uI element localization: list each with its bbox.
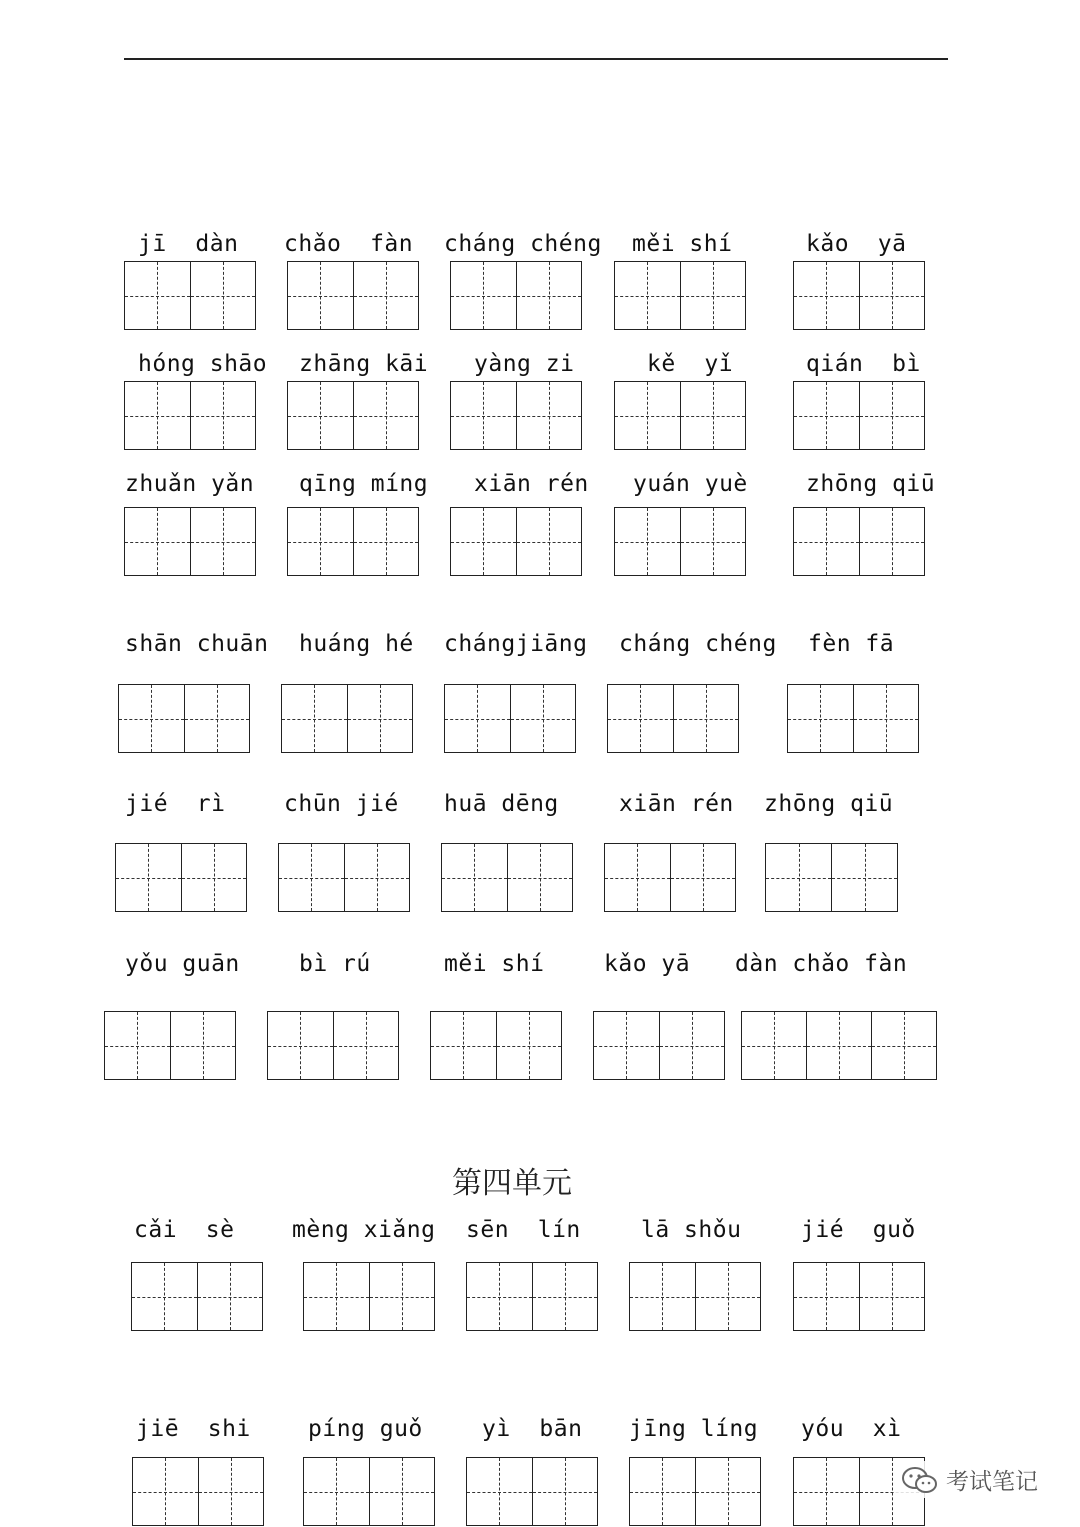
writing-cell[interactable] bbox=[369, 1263, 435, 1330]
writing-cell[interactable] bbox=[516, 382, 582, 449]
pinyin-label: jié guǒ bbox=[801, 1217, 916, 1243]
tianzige-box[interactable] bbox=[614, 507, 746, 576]
writing-cell[interactable] bbox=[431, 1012, 496, 1079]
writing-cell[interactable] bbox=[788, 685, 853, 752]
writing-cell[interactable] bbox=[680, 262, 746, 329]
pinyin-label: kě yǐ bbox=[647, 351, 734, 377]
pinyin-label: cǎi sè bbox=[134, 1217, 235, 1243]
tianzige-box[interactable] bbox=[793, 507, 925, 576]
writing-cell[interactable] bbox=[304, 1458, 369, 1525]
pinyin-label: jīng líng bbox=[629, 1416, 759, 1442]
tianzige-box[interactable] bbox=[131, 1262, 263, 1331]
writing-cell[interactable] bbox=[467, 1263, 532, 1330]
writing-cell[interactable] bbox=[496, 1012, 562, 1079]
pinyin-label: chǎo fàn bbox=[284, 231, 414, 257]
writing-cell[interactable] bbox=[659, 1012, 725, 1079]
pinyin-label: mèng xiǎng bbox=[292, 1217, 436, 1243]
tianzige-box[interactable] bbox=[466, 1457, 598, 1526]
pinyin-label: fèn fā bbox=[808, 631, 895, 657]
writing-cell[interactable] bbox=[794, 382, 859, 449]
writing-cell[interactable] bbox=[133, 1458, 198, 1525]
pinyin-label: qīng míng bbox=[299, 471, 429, 497]
pinyin-label: jī dàn bbox=[138, 231, 239, 257]
tianzige-box[interactable] bbox=[593, 1011, 725, 1080]
writing-cell[interactable] bbox=[794, 508, 859, 575]
writing-cell[interactable] bbox=[197, 1263, 263, 1330]
tianzige-box[interactable] bbox=[278, 843, 410, 912]
writing-cell[interactable] bbox=[119, 685, 184, 752]
tianzige-box[interactable] bbox=[741, 1011, 937, 1080]
pinyin-label: xiān rén bbox=[619, 791, 734, 817]
writing-cell[interactable] bbox=[353, 382, 419, 449]
pinyin-label: cháng chéng bbox=[444, 231, 602, 257]
writing-cell[interactable] bbox=[105, 1012, 170, 1079]
tianzige-box[interactable] bbox=[441, 843, 573, 912]
tianzige-box[interactable] bbox=[629, 1262, 761, 1331]
pinyin-label: zhāng kāi bbox=[299, 351, 429, 377]
pinyin-label: měi shí bbox=[632, 231, 733, 257]
writing-cell[interactable] bbox=[859, 508, 925, 575]
writing-cell[interactable] bbox=[181, 844, 247, 911]
writing-cell[interactable] bbox=[615, 262, 680, 329]
pinyin-label: huáng hé bbox=[299, 631, 414, 657]
writing-cell[interactable] bbox=[190, 262, 256, 329]
writing-cell[interactable] bbox=[184, 685, 250, 752]
tianzige-box[interactable] bbox=[303, 1457, 435, 1526]
writing-cell[interactable] bbox=[516, 262, 582, 329]
writing-cell[interactable] bbox=[353, 262, 419, 329]
writing-cell[interactable] bbox=[670, 844, 736, 911]
tianzige-box[interactable] bbox=[466, 1262, 598, 1331]
watermark bbox=[894, 1461, 1044, 1498]
writing-cell[interactable] bbox=[125, 382, 190, 449]
tianzige-box[interactable] bbox=[115, 843, 247, 912]
writing-cell[interactable] bbox=[532, 1263, 598, 1330]
writing-cell[interactable] bbox=[859, 382, 925, 449]
writing-cell[interactable] bbox=[853, 685, 919, 752]
pinyin-label: kǎo yā bbox=[604, 951, 691, 977]
tianzige-box[interactable] bbox=[614, 381, 746, 450]
pinyin-label: huā dēng bbox=[444, 791, 559, 817]
writing-cell[interactable] bbox=[673, 685, 739, 752]
writing-cell[interactable] bbox=[859, 262, 925, 329]
tianzige-box[interactable] bbox=[765, 843, 898, 912]
writing-cell[interactable] bbox=[288, 382, 353, 449]
writing-cell[interactable] bbox=[132, 1263, 197, 1330]
writing-cell[interactable] bbox=[347, 685, 413, 752]
writing-cell[interactable] bbox=[125, 508, 190, 575]
writing-cell[interactable] bbox=[198, 1458, 264, 1525]
writing-cell[interactable] bbox=[594, 1012, 659, 1079]
tianzige-box[interactable] bbox=[629, 1457, 761, 1526]
writing-cell[interactable] bbox=[794, 1458, 859, 1525]
writing-cell[interactable] bbox=[279, 844, 344, 911]
tianzige-box[interactable] bbox=[787, 684, 919, 753]
tianzige-box[interactable] bbox=[118, 684, 250, 753]
writing-cell[interactable] bbox=[831, 844, 897, 911]
pinyin-label: xiān rén bbox=[474, 471, 589, 497]
pinyin-label: jié rì bbox=[125, 791, 226, 817]
writing-cell[interactable] bbox=[353, 508, 419, 575]
writing-cell[interactable] bbox=[742, 1012, 806, 1079]
pinyin-label: chūn jié bbox=[284, 791, 399, 817]
pinyin-label: chángjiāng bbox=[444, 631, 588, 657]
tianzige-box[interactable] bbox=[104, 1011, 236, 1080]
tianzige-box[interactable] bbox=[450, 261, 582, 330]
writing-cell[interactable] bbox=[170, 1012, 236, 1079]
tianzige-box[interactable] bbox=[604, 843, 736, 912]
writing-cell[interactable] bbox=[680, 508, 746, 575]
writing-cell[interactable] bbox=[859, 1263, 925, 1330]
pinyin-label: shān chuān bbox=[125, 631, 269, 657]
writing-cell[interactable] bbox=[615, 508, 680, 575]
writing-cell[interactable] bbox=[695, 1263, 761, 1330]
writing-cell[interactable] bbox=[806, 1012, 871, 1079]
pinyin-label: yuán yuè bbox=[633, 471, 748, 497]
tianzige-box[interactable] bbox=[267, 1011, 399, 1080]
pinyin-label: yǒu guān bbox=[125, 951, 240, 977]
pinyin-label: sēn lín bbox=[466, 1217, 581, 1243]
tianzige-box[interactable] bbox=[287, 381, 419, 450]
writing-cell[interactable] bbox=[605, 844, 670, 911]
tianzige-box[interactable] bbox=[793, 261, 925, 330]
writing-cell[interactable] bbox=[615, 382, 680, 449]
writing-cell[interactable] bbox=[445, 685, 510, 752]
writing-cell[interactable] bbox=[695, 1458, 761, 1525]
tianzige-box[interactable] bbox=[444, 684, 576, 753]
writing-cell[interactable] bbox=[680, 382, 746, 449]
writing-cell[interactable] bbox=[871, 1012, 936, 1079]
tianzige-box[interactable] bbox=[793, 381, 925, 450]
pinyin-label: jiē shi bbox=[136, 1416, 251, 1442]
writing-cell[interactable] bbox=[116, 844, 181, 911]
writing-cell[interactable] bbox=[268, 1012, 333, 1079]
pinyin-label: yóu xì bbox=[801, 1416, 902, 1442]
pinyin-label: zhōng qiū bbox=[764, 791, 894, 817]
writing-cell[interactable] bbox=[451, 262, 516, 329]
writing-cell[interactable] bbox=[510, 685, 576, 752]
writing-cell[interactable] bbox=[369, 1458, 435, 1525]
pinyin-label: lā shǒu bbox=[641, 1217, 742, 1243]
writing-cell[interactable] bbox=[451, 508, 516, 575]
top-rule bbox=[124, 58, 948, 60]
pinyin-label: zhōng qiū bbox=[806, 471, 936, 497]
pinyin-label: měi shí bbox=[444, 951, 545, 977]
tianzige-box[interactable] bbox=[793, 1262, 925, 1331]
pinyin-label: zhuǎn yǎn bbox=[125, 471, 255, 497]
writing-cell[interactable] bbox=[344, 844, 410, 911]
tianzige-box[interactable] bbox=[124, 381, 256, 450]
writing-cell[interactable] bbox=[532, 1458, 598, 1525]
pinyin-label: yàng zi bbox=[474, 351, 575, 377]
tianzige-box[interactable] bbox=[124, 507, 256, 576]
writing-cell[interactable] bbox=[442, 844, 507, 911]
pinyin-label: hóng shāo bbox=[138, 351, 268, 377]
pinyin-label: cháng chéng bbox=[619, 631, 777, 657]
watermark-text: 考试笔记 bbox=[946, 1469, 1038, 1495]
writing-cell[interactable] bbox=[288, 262, 353, 329]
writing-cell[interactable] bbox=[630, 1458, 695, 1525]
pinyin-label: dàn chǎo fàn bbox=[735, 951, 908, 977]
writing-cell[interactable] bbox=[608, 685, 673, 752]
writing-cell[interactable] bbox=[190, 382, 256, 449]
tianzige-box[interactable] bbox=[450, 507, 582, 576]
writing-cell[interactable] bbox=[288, 508, 353, 575]
tianzige-box[interactable] bbox=[614, 261, 746, 330]
pinyin-label: bì rú bbox=[299, 951, 371, 977]
writing-cell[interactable] bbox=[794, 1263, 859, 1330]
tianzige-box[interactable] bbox=[124, 261, 256, 330]
pinyin-label: yì bān bbox=[482, 1416, 583, 1442]
writing-cell[interactable] bbox=[304, 1263, 369, 1330]
pinyin-label: qián bì bbox=[806, 351, 921, 377]
writing-cell[interactable] bbox=[451, 382, 516, 449]
writing-cell[interactable] bbox=[766, 844, 831, 911]
writing-cell[interactable] bbox=[516, 508, 582, 575]
writing-cell[interactable] bbox=[630, 1263, 695, 1330]
writing-cell[interactable] bbox=[467, 1458, 532, 1525]
writing-cell[interactable] bbox=[190, 508, 256, 575]
unit-title: 第四单元 bbox=[452, 1166, 572, 1201]
writing-cell[interactable] bbox=[333, 1012, 399, 1079]
writing-cell[interactable] bbox=[282, 685, 347, 752]
wechat-icon bbox=[900, 1465, 940, 1495]
writing-cell[interactable] bbox=[794, 262, 859, 329]
tianzige-box[interactable] bbox=[450, 381, 582, 450]
writing-cell[interactable] bbox=[507, 844, 573, 911]
tianzige-box[interactable] bbox=[132, 1457, 264, 1526]
tianzige-box[interactable] bbox=[281, 684, 413, 753]
pinyin-label: kǎo yā bbox=[806, 231, 907, 257]
tianzige-box[interactable] bbox=[287, 507, 419, 576]
tianzige-box[interactable] bbox=[303, 1262, 435, 1331]
tianzige-box[interactable] bbox=[607, 684, 739, 753]
pinyin-label: píng guǒ bbox=[308, 1416, 423, 1442]
tianzige-box[interactable] bbox=[430, 1011, 562, 1080]
writing-cell[interactable] bbox=[125, 262, 190, 329]
tianzige-box[interactable] bbox=[287, 261, 419, 330]
